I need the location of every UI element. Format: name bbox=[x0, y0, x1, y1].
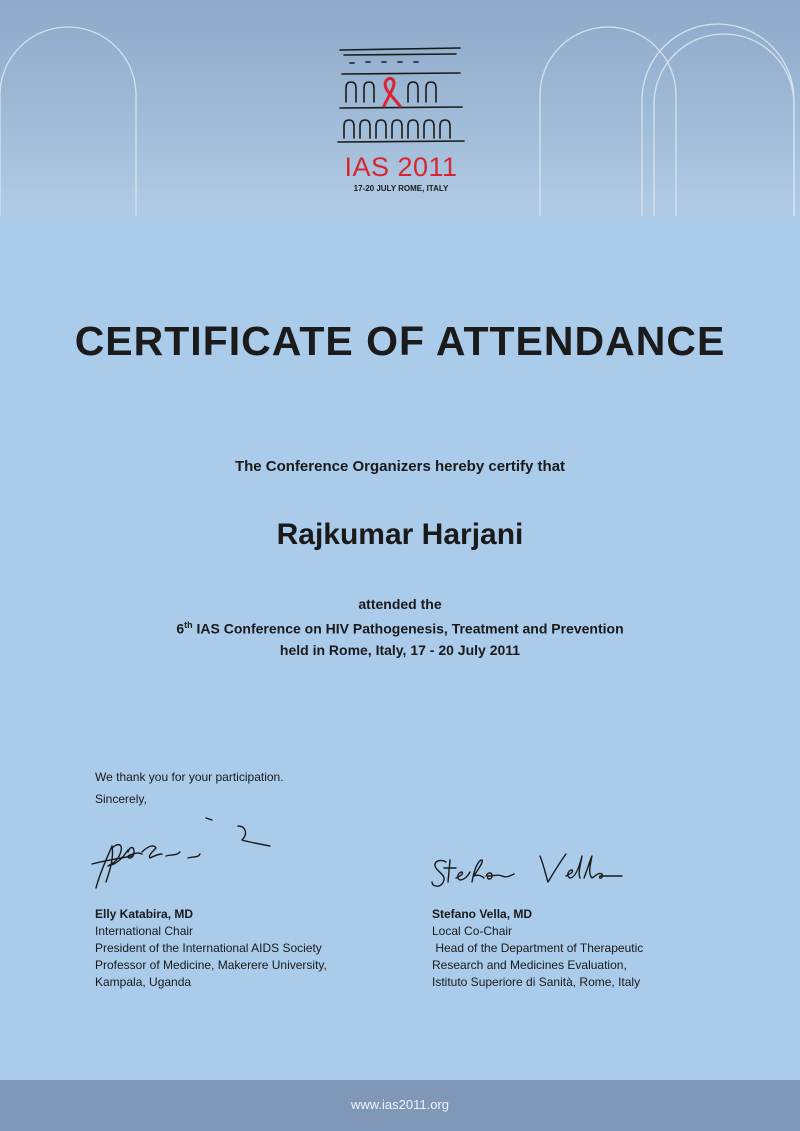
attended-line-1: attended the bbox=[358, 596, 442, 612]
header-band bbox=[0, 0, 800, 216]
signature-katabira bbox=[88, 812, 278, 896]
signer-vella bbox=[432, 906, 643, 991]
ias-logo bbox=[334, 44, 468, 204]
attendance-details bbox=[0, 594, 800, 661]
red-ribbon-icon bbox=[384, 78, 400, 106]
signer-title-line: Head of the Department of Therapeutic bbox=[432, 941, 644, 955]
attended-line-3: held in Rome, Italy, 17 - 20 July 2011 bbox=[279, 641, 521, 658]
signer-title-line: President of the International AIDS Society bbox=[95, 941, 322, 955]
signer-title-line: Kampala, Uganda bbox=[95, 975, 192, 989]
conference-ordinal-suffix: th bbox=[184, 620, 193, 630]
footer-website-url: www.ias2011.org bbox=[350, 1097, 450, 1112]
recipient-name: Rajkumar Harjani bbox=[276, 518, 524, 551]
conference-ordinal: 6 bbox=[176, 620, 185, 637]
attended-line-2 bbox=[0, 615, 800, 640]
signer-title-line: Istituto Superiore di Sanità, Rome, Italy bbox=[432, 975, 641, 989]
conference-name: IAS Conference on HIV Pathogenesis, Treatment and Prevention bbox=[192, 620, 624, 637]
sincerely-line: Sincerely, bbox=[95, 792, 147, 806]
certify-line: The Conference Organizers hereby certify that bbox=[234, 458, 566, 475]
logo-date-location: 17-20 JULY ROME, ITALY bbox=[353, 184, 449, 193]
signer-title-line: Research and Medicines Evaluation, bbox=[432, 958, 627, 972]
signer-title-line: International Chair bbox=[95, 924, 194, 938]
certificate-title: CERTIFICATE OF ATTENDANCE bbox=[74, 318, 726, 364]
signer-name: Stefano Vella, MD bbox=[432, 907, 533, 921]
thanks-line: We thank you for your participation. bbox=[95, 770, 284, 784]
signer-title-line: Local Co-Chair bbox=[432, 924, 513, 938]
signature-vella bbox=[428, 846, 628, 896]
closing-block bbox=[95, 766, 284, 810]
signer-title-line: Professor of Medicine, Makerere University, bbox=[95, 958, 327, 972]
signer-name: Elly Katabira, MD bbox=[95, 907, 194, 921]
colosseum-icon bbox=[334, 44, 468, 150]
logo-name: IAS 2011 bbox=[344, 152, 458, 182]
signer-katabira bbox=[95, 906, 327, 991]
footer-band bbox=[0, 1080, 800, 1131]
